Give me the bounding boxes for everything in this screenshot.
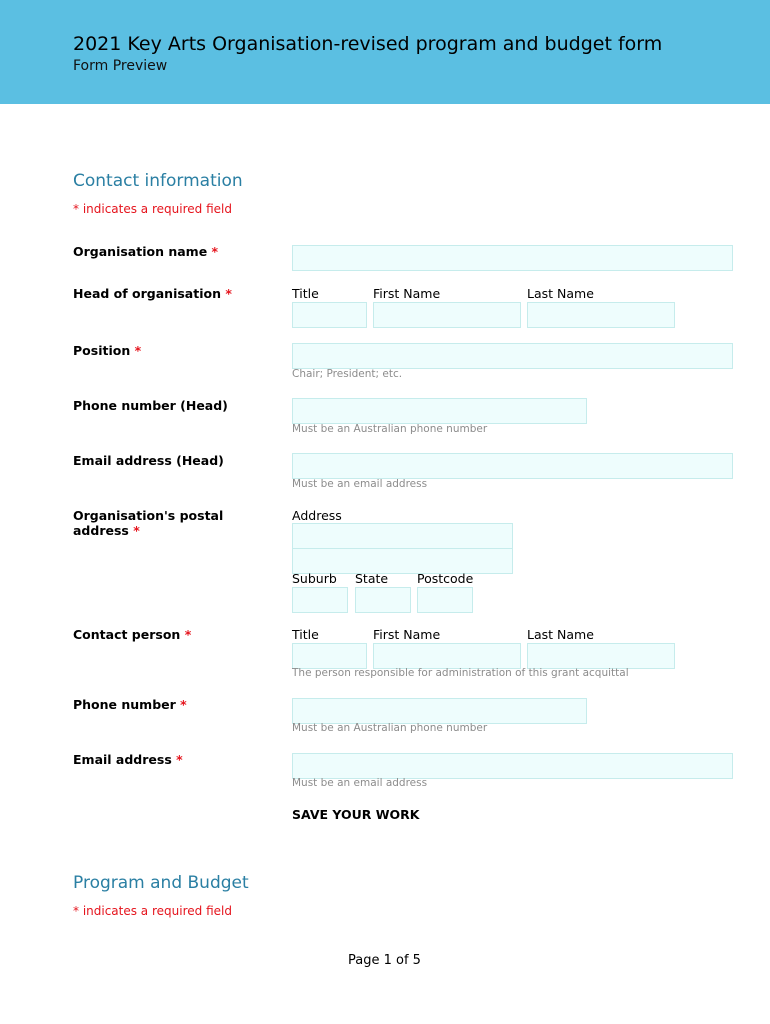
section-title-contact: Contact information — [73, 171, 243, 191]
form-title: 2021 Key Arts Organisation-revised program and budget form — [73, 33, 663, 55]
suburb-field[interactable] — [292, 587, 348, 613]
phone-label: Phone number * — [73, 697, 187, 712]
state-field[interactable] — [355, 587, 411, 613]
page-number: Page 1 of 5 — [348, 953, 421, 968]
postal-address-label: Organisation's postal address * — [73, 508, 224, 538]
required-star: * — [176, 752, 183, 767]
required-note: * indicates a required field — [73, 202, 232, 216]
contact-first-name-field[interactable] — [373, 643, 521, 669]
email-label: Email address * — [73, 752, 183, 767]
program-required-note: * indicates a required field — [73, 904, 232, 918]
email-head-field[interactable] — [292, 453, 733, 479]
required-star: * — [225, 286, 232, 301]
contact-hint: The person responsible for administration of this grant acquittal — [292, 667, 629, 679]
state-label: State — [355, 571, 389, 586]
section-title-program: Program and Budget — [73, 873, 249, 893]
address-label: Address — [292, 508, 342, 523]
form-header — [0, 0, 770, 104]
address-line1-field[interactable] — [292, 523, 513, 549]
head-first-name-field[interactable] — [373, 302, 521, 328]
head-title-field[interactable] — [292, 302, 367, 328]
org-name-label: Organisation name * — [73, 244, 219, 259]
org-name-field[interactable] — [292, 245, 733, 271]
phone-field[interactable] — [292, 698, 587, 724]
phone-head-hint: Must be an Australian phone number — [292, 423, 488, 435]
required-star: * — [184, 627, 192, 642]
head-label: Head of organisation * — [73, 286, 232, 301]
postcode-label: Postcode — [417, 571, 474, 586]
required-star: * — [180, 697, 187, 712]
required-star: * — [133, 523, 140, 538]
email-head-label: Email address (Head) — [73, 453, 224, 468]
head-last-name-label: Last Name — [527, 286, 594, 301]
email-head-hint: Must be an email address — [292, 478, 428, 490]
phone-head-field[interactable] — [292, 398, 587, 424]
head-first-name-label: First Name — [373, 286, 441, 301]
postcode-field[interactable] — [417, 587, 473, 613]
save-your-work-link[interactable]: SAVE YOUR WORK — [292, 807, 420, 822]
position-label: Position * — [73, 343, 142, 358]
contact-last-name-label: Last Name — [527, 627, 594, 642]
contact-title-field[interactable] — [292, 643, 367, 669]
position-field[interactable] — [292, 343, 733, 369]
suburb-label: Suburb — [292, 571, 337, 586]
contact-last-name-field[interactable] — [527, 643, 675, 669]
head-last-name-field[interactable] — [527, 302, 675, 328]
required-star: * — [134, 343, 142, 358]
phone-hint: Must be an Australian phone number — [292, 722, 488, 734]
phone-head-label: Phone number (Head) — [73, 398, 228, 413]
email-field[interactable] — [292, 753, 733, 779]
contact-person-label: Contact person * — [73, 627, 192, 642]
contact-title-label: Title — [292, 627, 319, 642]
email-hint: Must be an email address — [292, 777, 428, 789]
required-star: * — [211, 244, 219, 259]
position-hint: Chair; President; etc. — [292, 368, 403, 380]
contact-first-name-label: First Name — [373, 627, 441, 642]
head-title-label: Title — [292, 286, 319, 301]
form-subtitle: Form Preview — [73, 58, 168, 74]
